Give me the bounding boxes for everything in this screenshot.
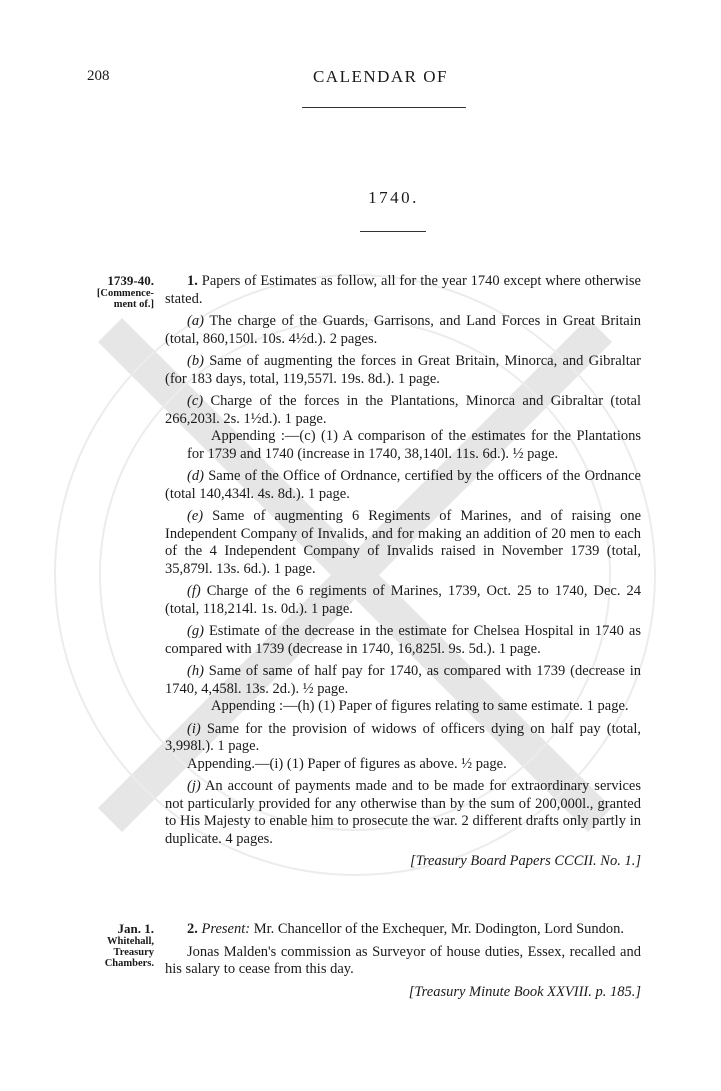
item-j: (j) An account of payments made and to be made for extraordinary services not particularly provided for any otherwise than by the sum of 200,000l., granted to His Majesty to enable him to prosecute the war. 2 different drafts only partly in duplicate. 4 pages.: [165, 778, 642, 847]
present-names: Mr. Chancellor of the Exchequer, Mr. Dodington, Lord Sundon.: [253, 921, 625, 937]
year-heading: 1740.: [368, 188, 419, 207]
entry-1-note-line3: ment of.]: [113, 298, 154, 310]
entry-2-note-line3: Treasury: [113, 946, 154, 958]
item-a: (a) The charge of the Guards, Garrisons, and Land Forces in Great Britain (total, 860,150l. 10s. 4½d.). 2 pages.: [165, 313, 641, 347]
item-g: (g) Estimate of the decrease in the estimate for Chelsea Hospital in 1740 as compared with 1739 (decrease in 1740, 16,825l. 9s. 5d.). 1 page.: [165, 623, 642, 657]
item-c: (c) Charge of the forces in the Plantations, Minorca and Gibraltar (total 266,203l. 2s. 1½d.). 1 page.: [165, 393, 641, 427]
entry-1-intro-text: Papers of Estimates as follow, all for the year 1740 except where otherwise stated.: [165, 273, 641, 307]
item-h-appending: Appending :—(h) (1) Paper of figures relating to same estimate. 1 page.: [211, 698, 629, 714]
item-b: (b) Same of augmenting the forces in Great Britain, Minorca, and Gibraltar (for 183 days, total, 119,557l. 19s. 8d.). 1 page.: [165, 353, 642, 387]
entry-2-margin-note: [80, 922, 154, 969]
present-label: Present:: [201, 921, 251, 937]
entry-2-note-line4: Chambers.: [104, 957, 154, 969]
item-f: (f) Charge of the 6 regiments of Marines, 1739, Oct. 25 to 1740, Dec. 24 (total, 118,214l. 1s. 0d.). 1 page.: [165, 583, 641, 617]
entry-1-intro: [165, 273, 641, 308]
item-e: (e) Same of augmenting 6 Regiments of Marines, and of raising one Independent Company of Invalids, and for making an addition of 20 men to each of the 4 Independent Company of Invalids raised in November 1739 (total, 35,879l. 13s. 6d.). 1 page.: [165, 508, 642, 577]
entry-1-margin-note: [80, 274, 154, 310]
entry-2-text: [165, 921, 641, 1001]
item-d: (d) Same of the Office of Ordnance, certified by the officers of the Ordnance (total 140,434l. 4s. 8d.). 1 page.: [165, 468, 641, 502]
running-title: CALENDAR OF: [312, 67, 449, 86]
entry-2-body: Jonas Malden's commission as Surveyor of house duties, Essex, recalled and his salary to cease from this day.: [165, 943, 641, 977]
year-rule: [360, 231, 426, 232]
entry-2-date: Jan. 1.: [117, 921, 154, 936]
entry-1-text: [165, 273, 641, 871]
page-number: 208: [87, 68, 110, 84]
entry-number: 1.: [187, 273, 198, 289]
item-h: (h) Same of same of half pay for 1740, as compared with 1739 (decrease in 1740, 4,458l. 13s. 2d.). ½ page.: [165, 663, 641, 697]
item-i: (i) Same for the provision of widows of officers dying on half pay (total, 3,998l.). 1 page.: [165, 720, 641, 754]
entry-1-citation: [Treasury Board Papers CCCII. No. 1.]: [410, 853, 641, 869]
entry-2-citation: [Treasury Minute Book XXVIII. p. 185.]: [408, 983, 641, 1000]
entry-1-date: 1739-40.: [107, 273, 154, 288]
entry-2-present: [165, 921, 641, 939]
item-c-appending: Appending :—(c) (1) A comparison of the estimates for the Plantations for 1739 and 1740 (increase in 1740, 38,140l. 11s. 6d.). ½ page.: [187, 428, 641, 462]
entry-1-note-line2: [Commence-: [96, 287, 154, 299]
entry-number: 2.: [187, 921, 198, 937]
entry-2-note-line2: Whitehall,: [107, 935, 154, 947]
item-i-appending: Appending.—(i) (1) Paper of figures as above. ½ page.: [187, 755, 507, 772]
header-rule: [302, 107, 466, 108]
